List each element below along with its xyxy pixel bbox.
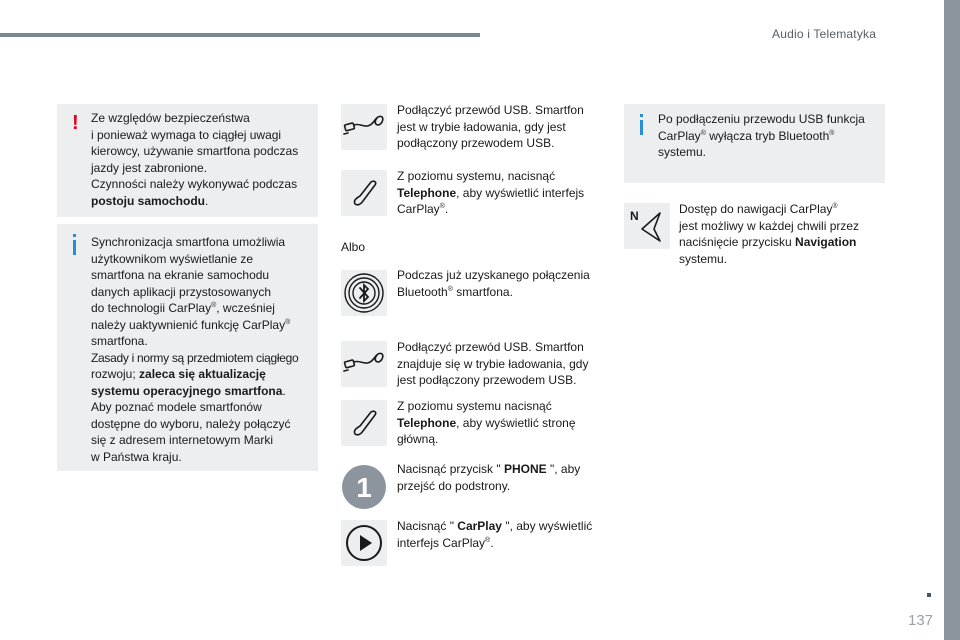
reg-mark: ®: [829, 129, 835, 137]
bluetooth-info-text: [658, 111, 865, 161]
step-line: jest w trybie ładowania, gdy jest: [397, 119, 566, 134]
sync-line: [91, 300, 298, 317]
sync-line: Zasady i normy są przedmiotem ciągłego: [91, 350, 299, 365]
nav-line: jest możliwy w każdej chwili przez: [679, 218, 860, 233]
step-line: [397, 535, 592, 552]
step-span: ", aby: [546, 462, 581, 476]
navigation-icon: [624, 203, 670, 249]
step-span: Nacisnąć przycisk ": [397, 462, 504, 476]
sync-span: należy uaktywnienić funkcję CarPlay: [91, 317, 286, 332]
step-telephone2-text: [397, 398, 576, 448]
nav-line: [679, 201, 859, 218]
step-bold: CarPlay: [457, 519, 502, 533]
step-usb-text: [397, 102, 584, 152]
step-bold: Telephone: [397, 415, 457, 430]
info-icon: [640, 120, 643, 135]
reg-mark: ®: [447, 285, 453, 293]
step-bold: PHONE: [503, 462, 547, 476]
sync-line: się z adresem internetowym Marki: [91, 433, 274, 447]
play-icon: [341, 520, 387, 566]
info-line: systemu.: [658, 145, 707, 159]
sync-punct: .: [282, 383, 286, 398]
navigation-text: [679, 201, 859, 267]
sync-line: użytkownikom wyświetlanie ze: [91, 251, 254, 266]
sync-span: rozwoju;: [91, 367, 140, 381]
reg-mark: ®: [285, 318, 291, 326]
sync-line: w Państwa kraju.: [91, 449, 182, 464]
nav-bold: Navigation: [795, 235, 857, 249]
warning-line: Czynności należy wykonywać podczas: [91, 177, 298, 191]
nav-line: [679, 234, 859, 251]
step-line: znajduje się w trybie ładowania, gdy: [397, 356, 589, 371]
warning-line: jazdy jest zabronione.: [91, 160, 208, 175]
usb-cable-icon: [341, 104, 387, 150]
usb-cable-icon: [341, 341, 387, 387]
page-marker: [927, 593, 931, 597]
step-badge: 1: [356, 472, 372, 503]
warning-bold: postoju samochodu: [91, 193, 205, 208]
reg-mark: ®: [700, 129, 706, 137]
step-line: [397, 185, 584, 202]
header-bar: [0, 33, 480, 37]
step-bluetooth-text: [397, 267, 590, 300]
step-span: , aby wyświetlić interfejs: [456, 185, 585, 200]
reg-mark: ®: [485, 536, 491, 544]
sync-bold: zaleca się aktualizację: [139, 367, 266, 381]
info-line: [658, 128, 865, 145]
step-carplay-text: [397, 518, 592, 551]
step-phone-text: [397, 461, 580, 494]
step-span: smartfona.: [452, 284, 513, 299]
step-line: Z poziomu systemu nacisnąć: [397, 399, 552, 413]
sync-info-text: [91, 234, 298, 465]
sync-bold: systemu operacyjnego smartfona: [91, 383, 283, 398]
step-line: jest podłączony przewodem USB.: [397, 373, 577, 387]
step-telephone-text: [397, 168, 584, 218]
step-span: CarPlay: [397, 202, 440, 216]
step-line: Z poziomu systemu, nacisnąć: [397, 169, 556, 183]
warning-text: [91, 110, 298, 209]
step-line: główną.: [397, 432, 439, 446]
sync-line: smartfona na ekranie samochodu: [91, 268, 270, 282]
warning-line: [91, 193, 298, 210]
sync-line: Synchronizacja smartfona umożliwia: [91, 235, 286, 249]
step-usb2-text: [397, 339, 588, 389]
step-line: [397, 518, 592, 535]
info-span: CarPlay: [658, 128, 701, 143]
bluetooth-icon: [341, 270, 387, 316]
sync-line: danych aplikacji przystosowanych: [91, 284, 272, 299]
warning-icon: !: [72, 112, 79, 134]
warning-punct: .: [205, 193, 209, 208]
step-line: [397, 284, 590, 301]
step-span: .: [444, 202, 449, 216]
nav-letter: N: [630, 209, 639, 223]
phone-button-icon: [341, 464, 387, 510]
step-span: ", aby wyświetlić: [501, 519, 593, 533]
info-span: wyłącza tryb Bluetooth: [705, 128, 830, 143]
step-line: Podłączyć przewód USB. Smartfon: [397, 340, 584, 354]
step-line: [397, 415, 576, 432]
page-number: 137: [908, 612, 934, 629]
sync-span: , wcześniej: [216, 301, 275, 315]
step-span: Nacisnąć ": [397, 519, 458, 533]
step-span: , aby wyświetlić stronę: [456, 415, 576, 430]
info-line: Po podłączeniu przewodu USB funkcja: [658, 112, 865, 126]
reg-mark: ®: [832, 203, 838, 210]
phone-icon: [341, 400, 387, 446]
step-span: Bluetooth: [397, 284, 448, 299]
nav-line: systemu.: [679, 251, 728, 266]
warning-line: kierowcy, używanie smartfona podczas: [91, 144, 299, 158]
nav-span: naciśnięcie przycisku: [679, 235, 796, 249]
step-line: Podczas już uzyskanego połączenia: [397, 268, 590, 282]
section-title: Audio i Telematyka: [772, 27, 877, 41]
sync-line: [91, 366, 298, 383]
sync-line: dostępne do wyboru, należy połączyć: [91, 416, 291, 431]
step-span: .: [490, 535, 494, 550]
sync-line: Aby poznać modele smartfonów: [91, 400, 262, 414]
reg-mark: ®: [439, 203, 445, 210]
step-bold: Telephone: [397, 185, 457, 200]
step-line: przejść do podstrony.: [397, 478, 511, 493]
albo-label: Albo: [341, 240, 366, 254]
step-line: podłączony przewodem USB.: [397, 136, 555, 150]
sync-line: smartfona.: [91, 334, 148, 348]
warning-line: Ze względów bezpieczeństwa: [91, 111, 250, 125]
step-span: interfejs CarPlay: [397, 535, 486, 550]
sync-line: [91, 383, 298, 400]
nav-span: Dostęp do nawigacji CarPlay: [679, 202, 833, 216]
phone-icon: [341, 170, 387, 216]
reg-mark: ®: [211, 302, 217, 309]
sync-span: do technologii CarPlay: [91, 301, 212, 315]
step-line: Podłączyć przewód USB. Smartfon: [397, 103, 584, 117]
side-stripe: [944, 0, 960, 640]
step-line: [397, 461, 580, 478]
info-icon: [73, 240, 76, 255]
step-line: [397, 201, 584, 218]
sync-line: [91, 317, 298, 334]
warning-line: i ponieważ wymaga to ciągłej uwagi: [91, 127, 282, 142]
